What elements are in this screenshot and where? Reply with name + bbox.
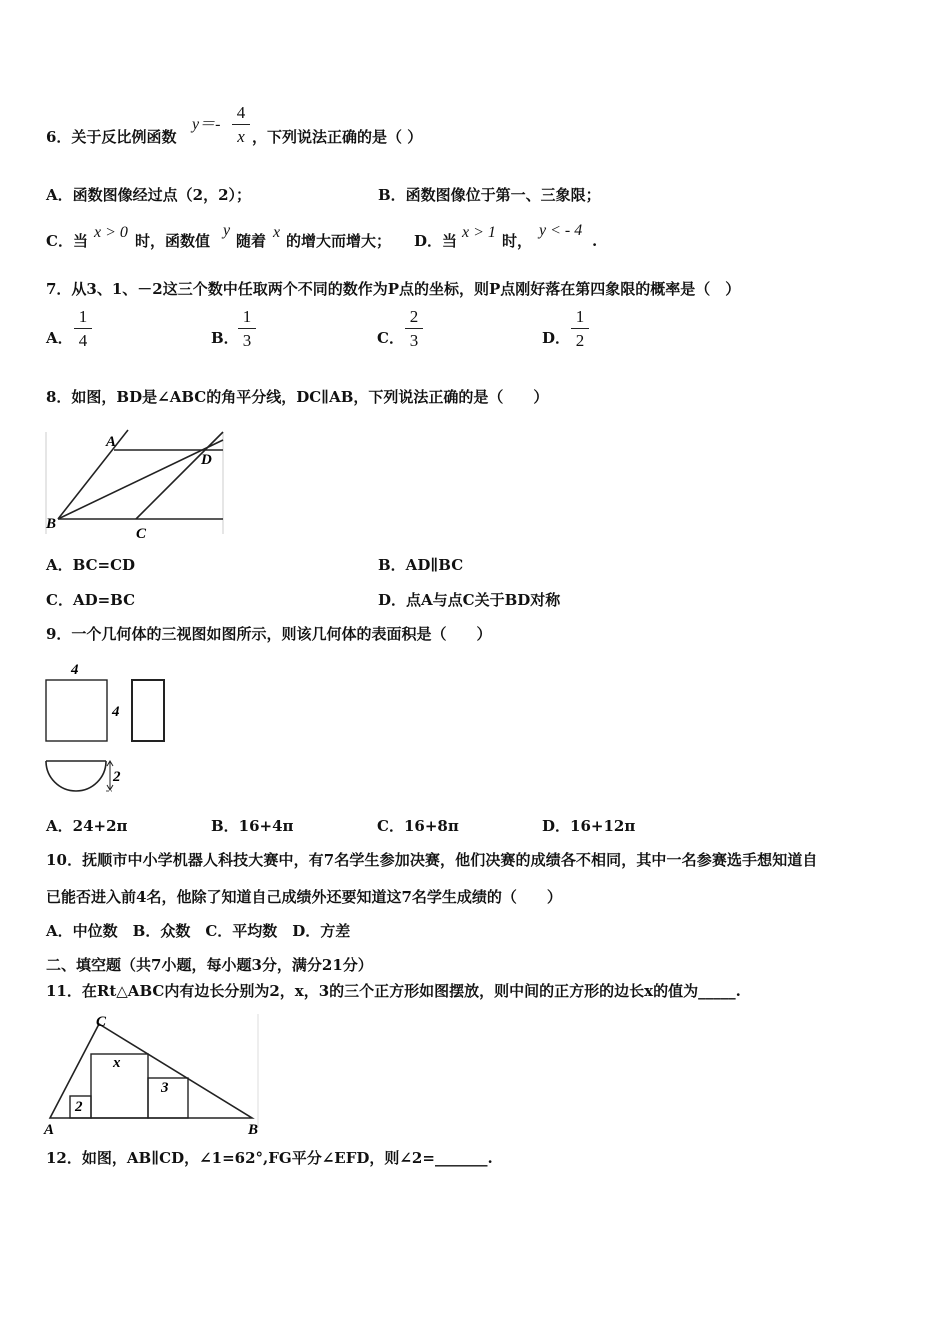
q9-option-a: A．24+2π <box>46 817 128 835</box>
q8-option-b: B．AD∥BC <box>378 556 464 574</box>
q9-option-d: D．16+12π <box>542 817 636 835</box>
q12-stem: 12．如图，AB∥CD，∠1=62°,FG平分∠EFD，则∠2=_______. <box>46 1149 493 1167</box>
q6-function-lhs: y＝- <box>192 116 221 133</box>
q8-label-c: C <box>136 526 147 542</box>
q11-figure <box>40 1010 270 1138</box>
q11-label-a: A <box>44 1122 55 1138</box>
q7-option-a-label: A． <box>46 329 73 347</box>
q7-option-c-fraction: 2 3 <box>405 308 423 349</box>
q8-stem: 8．如图，BD是∠ABC的角平分线，DC∥AB，下列说法正确的是（ ） <box>46 388 549 406</box>
q8-option-a: A．BC=CD <box>46 556 136 574</box>
q10-options: A．中位数 B．众数 C．平均数 D．方差 <box>46 922 351 940</box>
q9-stem: 9．一个几何体的三视图如图所示，则该几何体的表面积是（ ） <box>46 625 492 643</box>
q8-option-c: C．AD=BC <box>46 591 136 609</box>
q6-option-c-text-1: C．当 <box>46 232 88 250</box>
q9-option-b: B．16+4π <box>211 817 294 835</box>
q6-option-c-math-1: x > 0 <box>94 224 128 241</box>
q8-line-ba <box>58 430 128 519</box>
q11-label-2: 2 <box>75 1099 83 1115</box>
section-2-title: 二、填空题（共7小题，每小题3分，满分21分） <box>46 956 373 974</box>
q9-label-side-4: 4 <box>112 704 120 720</box>
q6-option-d-math-1: x > 1 <box>462 224 496 241</box>
q7-stem: 7．从3、1、－2这三个数中任取两个不同的数作为P点的坐标，则P点刚好落在第四象限的概率是（ ） <box>46 280 741 298</box>
q6-option-d-math-2: y < - 4 <box>539 222 583 239</box>
q9-side-view <box>132 680 164 741</box>
q9-label-top-4: 4 <box>71 662 79 678</box>
q9-top-view-semicircle <box>46 761 106 791</box>
q11-label-x: x <box>113 1055 121 1071</box>
q11-stem: 11．在Rt△ABC内有边长分别为2，x，3的三个正方形如图摆放，则中间的正方形的边长x的值为_____. <box>46 982 741 1000</box>
q8-label-b: B <box>46 516 57 532</box>
q6-option-d-text-1: D．当 <box>414 232 458 250</box>
q6-function-fraction: 4 x <box>232 104 250 145</box>
q8-label-a: A <box>106 434 117 450</box>
q8-line-bd <box>58 440 223 519</box>
q7-option-d-label: D． <box>542 329 571 347</box>
q6-option-d-text-2: 时， <box>502 232 533 250</box>
q7-option-d-fraction: 1 2 <box>571 308 589 349</box>
q6-option-d-text-3: . <box>592 232 598 250</box>
q6-option-b: B．函数图像位于第一、三象限； <box>378 186 601 204</box>
q6-option-c-text-3: 随着 <box>236 232 267 250</box>
q7-option-b-label: B． <box>211 329 239 347</box>
q11-label-3: 3 <box>161 1080 169 1096</box>
q10-stem-line-2: 已能否进入前4名，他除了知道自己成绩外还要知道这7名学生成绩的（ ） <box>46 888 562 906</box>
q7-option-a-fraction: 1 4 <box>74 308 92 349</box>
q9-option-c: C．16+8π <box>377 817 459 835</box>
q11-label-b: B <box>248 1122 259 1138</box>
q6-option-c-math-3: x <box>273 224 281 241</box>
q6-option-a: A．函数图像经过点（2，2）； <box>46 186 252 204</box>
q6-option-c-math-2: y <box>223 222 231 239</box>
q7-option-c-label: C． <box>377 329 404 347</box>
q11-label-c: C <box>96 1014 107 1030</box>
q8-label-d: D <box>201 452 212 468</box>
q9-three-view-figure <box>40 658 180 798</box>
q7-option-b-fraction: 1 3 <box>238 308 256 349</box>
q6-stem-prefix: 6．关于反比例函数 <box>46 128 177 146</box>
q8-figure <box>40 422 230 542</box>
q8-option-d: D．点A与点C关于BD对称 <box>378 591 561 609</box>
q9-label-radius-2: 2 <box>113 769 121 785</box>
q6-option-c-text-4: 的增大而增大； <box>286 232 392 250</box>
q6-stem-suffix: ，下列说法正确的是（ ） <box>252 128 423 146</box>
q9-front-view <box>46 680 107 741</box>
q10-stem-line-1: 10．抚顺市中小学机器人科技大赛中，有7名学生参加决赛，他们决赛的成绩各不相同，其中一名参赛选手想知道自 <box>46 851 818 869</box>
q6-option-c-text-2: 时，函数值 <box>135 232 211 250</box>
